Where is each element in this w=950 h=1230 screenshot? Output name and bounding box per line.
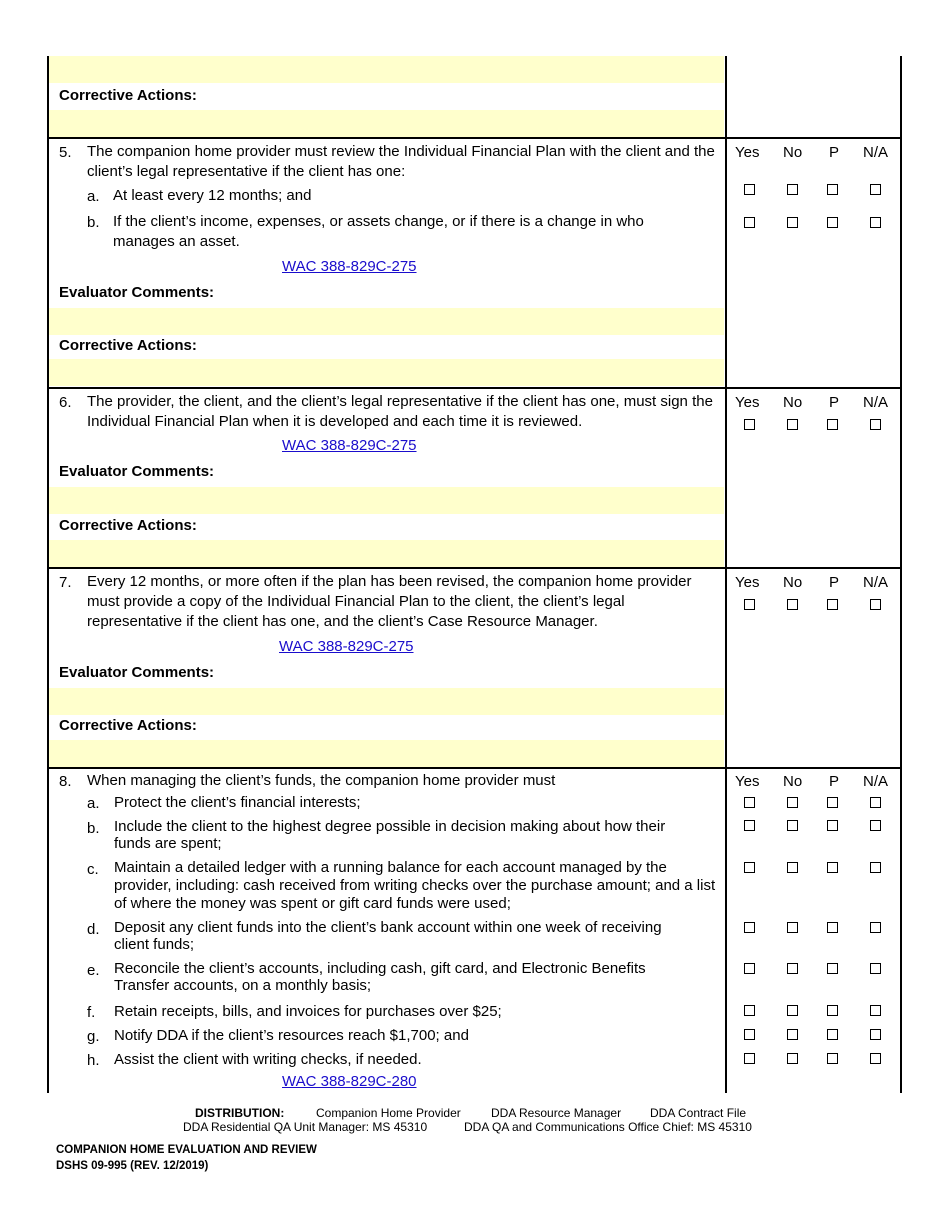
no-checkbox[interactable] xyxy=(787,797,798,808)
corrective-actions-field[interactable] xyxy=(49,740,724,767)
p-checkbox[interactable] xyxy=(827,217,838,228)
no-checkbox[interactable] xyxy=(787,217,798,228)
no-checkbox[interactable] xyxy=(787,419,798,430)
no-checkbox[interactable] xyxy=(787,1005,798,1016)
evaluator-comments-label: Evaluator Comments: xyxy=(59,284,215,301)
table-middle-border xyxy=(725,56,727,1093)
yes-checkbox[interactable] xyxy=(744,184,755,195)
na-checkbox[interactable] xyxy=(870,184,881,195)
no-checkbox[interactable] xyxy=(787,1053,798,1064)
wac-link[interactable]: WAC 388-829C-275 xyxy=(282,437,417,454)
sub-item-text: Maintain a detailed ledger with a running balance for each account managed by the provider, including: cash received from writing checks over the purchase amount; and a list of where the money was spent or gift card funds were used; xyxy=(114,859,716,912)
distribution-item: DDA QA and Communications Office Chief: MS 45310 xyxy=(464,1120,752,1134)
question-text: When managing the client’s funds, the companion home provider must xyxy=(87,772,556,789)
distribution-item: DDA Resource Manager xyxy=(491,1106,622,1120)
yes-checkbox[interactable] xyxy=(744,599,755,610)
sub-item-text: Retain receipts, bills, and invoices for purchases over $25; xyxy=(114,1003,502,1020)
distribution-item: Companion Home Provider xyxy=(316,1106,461,1120)
na-header: N/A xyxy=(863,144,889,161)
no-header: No xyxy=(783,144,803,161)
p-checkbox[interactable] xyxy=(827,184,838,195)
na-checkbox[interactable] xyxy=(870,599,881,610)
sub-letter: c. xyxy=(87,861,99,878)
corrective-actions-label: Corrective Actions: xyxy=(59,337,197,354)
na-checkbox[interactable] xyxy=(870,820,881,831)
p-checkbox[interactable] xyxy=(827,820,838,831)
sub-letter: d. xyxy=(87,921,100,938)
distribution-item: DDA Contract File xyxy=(650,1106,747,1120)
p-checkbox[interactable] xyxy=(827,419,838,430)
na-header: N/A xyxy=(863,574,889,591)
no-checkbox[interactable] xyxy=(787,1029,798,1040)
no-header: No xyxy=(783,773,803,790)
evaluator-comments-label: Evaluator Comments: xyxy=(59,664,215,681)
corrective-actions-label: Corrective Actions: xyxy=(59,717,197,734)
item-number: 6. xyxy=(59,394,72,411)
sub-letter: b. xyxy=(87,820,100,837)
p-header: P xyxy=(829,574,840,591)
no-checkbox[interactable] xyxy=(787,820,798,831)
form-id: DSHS 09-995 (REV. 12/2019) xyxy=(56,1160,209,1172)
na-checkbox[interactable] xyxy=(870,1053,881,1064)
no-header: No xyxy=(783,574,803,591)
p-checkbox[interactable] xyxy=(827,922,838,933)
sub-letter: f. xyxy=(87,1004,96,1021)
item-number: 7. xyxy=(59,574,72,591)
no-checkbox[interactable] xyxy=(787,862,798,873)
yes-checkbox[interactable] xyxy=(744,1053,755,1064)
yes-checkbox[interactable] xyxy=(744,922,755,933)
corrective-actions-label: Corrective Actions: xyxy=(59,517,197,534)
table-left-border xyxy=(47,56,49,1093)
evaluator-comments-label: Evaluator Comments: xyxy=(59,463,215,480)
sub-letter: e. xyxy=(87,962,100,979)
yes-checkbox[interactable] xyxy=(744,1005,755,1016)
comment-field[interactable] xyxy=(49,56,724,83)
evaluator-comments-field[interactable] xyxy=(49,308,724,335)
na-checkbox[interactable] xyxy=(870,963,881,974)
p-header: P xyxy=(829,773,840,790)
sub-letter: a. xyxy=(87,795,100,812)
na-checkbox[interactable] xyxy=(870,797,881,808)
question-text: Every 12 months, or more often if the plan has been revised, the companion home provider must provide a copy of the Individual Financial Plan to the client, the client’s legal representative if the client has one, and the client’s Case Resource Manager. xyxy=(87,573,692,630)
question-text: The companion home provider must review the Individual Financial Plan with the client and the client’s legal representative if the client has one: xyxy=(87,143,715,180)
question-text: The provider, the client, and the client’s legal representative if the client has one, must sign the Individual Financial Plan when it is developed and each time it is reviewed. xyxy=(87,393,713,430)
sub-item-text: Include the client to the highest degree possible in decision making about how their funds are spent; xyxy=(114,818,666,852)
yes-checkbox[interactable] xyxy=(744,419,755,430)
p-checkbox[interactable] xyxy=(827,963,838,974)
corrective-actions-field[interactable] xyxy=(49,540,724,567)
yes-header: Yes xyxy=(735,574,760,591)
p-checkbox[interactable] xyxy=(827,797,838,808)
sub-item-text: Protect the client’s financial interests; xyxy=(114,794,361,811)
sub-letter: b. xyxy=(87,214,100,231)
corrective-actions-field[interactable] xyxy=(49,359,724,386)
p-checkbox[interactable] xyxy=(827,1005,838,1016)
p-checkbox[interactable] xyxy=(827,1029,838,1040)
corrective-actions-field[interactable] xyxy=(49,110,724,137)
sub-item-text: At least every 12 months; and xyxy=(113,187,312,204)
yes-checkbox[interactable] xyxy=(744,963,755,974)
form-title: COMPANION HOME EVALUATION AND REVIEW xyxy=(56,1144,317,1156)
na-checkbox[interactable] xyxy=(870,419,881,430)
no-header: No xyxy=(783,394,803,411)
yes-checkbox[interactable] xyxy=(744,797,755,808)
sub-item-text: If the client’s income, expenses, or assets change, or if there is a change in who manages an asset. xyxy=(113,213,644,250)
no-checkbox[interactable] xyxy=(787,922,798,933)
yes-header: Yes xyxy=(735,394,760,411)
sub-item-text: Deposit any client funds into the client’s bank account within one week of receiving client funds; xyxy=(114,919,662,953)
yes-checkbox[interactable] xyxy=(744,1029,755,1040)
p-checkbox[interactable] xyxy=(827,1053,838,1064)
row-divider xyxy=(47,137,902,139)
na-header: N/A xyxy=(863,773,889,790)
na-checkbox[interactable] xyxy=(870,217,881,228)
na-checkbox[interactable] xyxy=(870,1029,881,1040)
wac-link[interactable]: WAC 388-829C-275 xyxy=(282,258,417,275)
row-divider xyxy=(47,767,902,769)
no-checkbox[interactable] xyxy=(787,599,798,610)
na-checkbox[interactable] xyxy=(870,862,881,873)
sub-item-text: Notify DDA if the client’s resources reach $1,700; and xyxy=(114,1027,469,1044)
yes-header: Yes xyxy=(735,773,760,790)
sub-letter: h. xyxy=(87,1052,100,1069)
distribution-item: DDA Residential QA Unit Manager: MS 45310 xyxy=(183,1120,428,1134)
na-checkbox[interactable] xyxy=(870,1005,881,1016)
table-right-border xyxy=(900,56,902,1093)
p-header: P xyxy=(829,394,840,411)
p-checkbox[interactable] xyxy=(827,599,838,610)
yes-checkbox[interactable] xyxy=(744,820,755,831)
p-header: P xyxy=(829,144,840,161)
sub-item-text: Reconcile the client’s accounts, including cash, gift card, and Electronic Benefits Transfer accounts, on a monthly basis; xyxy=(114,960,646,994)
row-divider xyxy=(47,567,902,569)
distribution-label: DISTRIBUTION: xyxy=(195,1106,285,1120)
no-checkbox[interactable] xyxy=(787,963,798,974)
yes-checkbox[interactable] xyxy=(744,862,755,873)
wac-link[interactable]: WAC 388-829C-280 xyxy=(282,1073,417,1090)
sub-item-text: Assist the client with writing checks, if needed. xyxy=(114,1051,422,1068)
yes-header: Yes xyxy=(735,144,760,161)
item-number: 5. xyxy=(59,144,72,161)
evaluator-comments-field[interactable] xyxy=(49,487,724,514)
na-header: N/A xyxy=(863,394,889,411)
no-checkbox[interactable] xyxy=(787,184,798,195)
wac-link[interactable]: WAC 388-829C-275 xyxy=(279,638,414,655)
p-checkbox[interactable] xyxy=(827,862,838,873)
item-number: 8. xyxy=(59,773,72,790)
corrective-actions-label: Corrective Actions: xyxy=(59,87,197,104)
yes-checkbox[interactable] xyxy=(744,217,755,228)
na-checkbox[interactable] xyxy=(870,922,881,933)
sub-letter: a. xyxy=(87,188,100,205)
row-divider xyxy=(47,387,902,389)
evaluator-comments-field[interactable] xyxy=(49,688,724,715)
sub-letter: g. xyxy=(87,1028,100,1045)
